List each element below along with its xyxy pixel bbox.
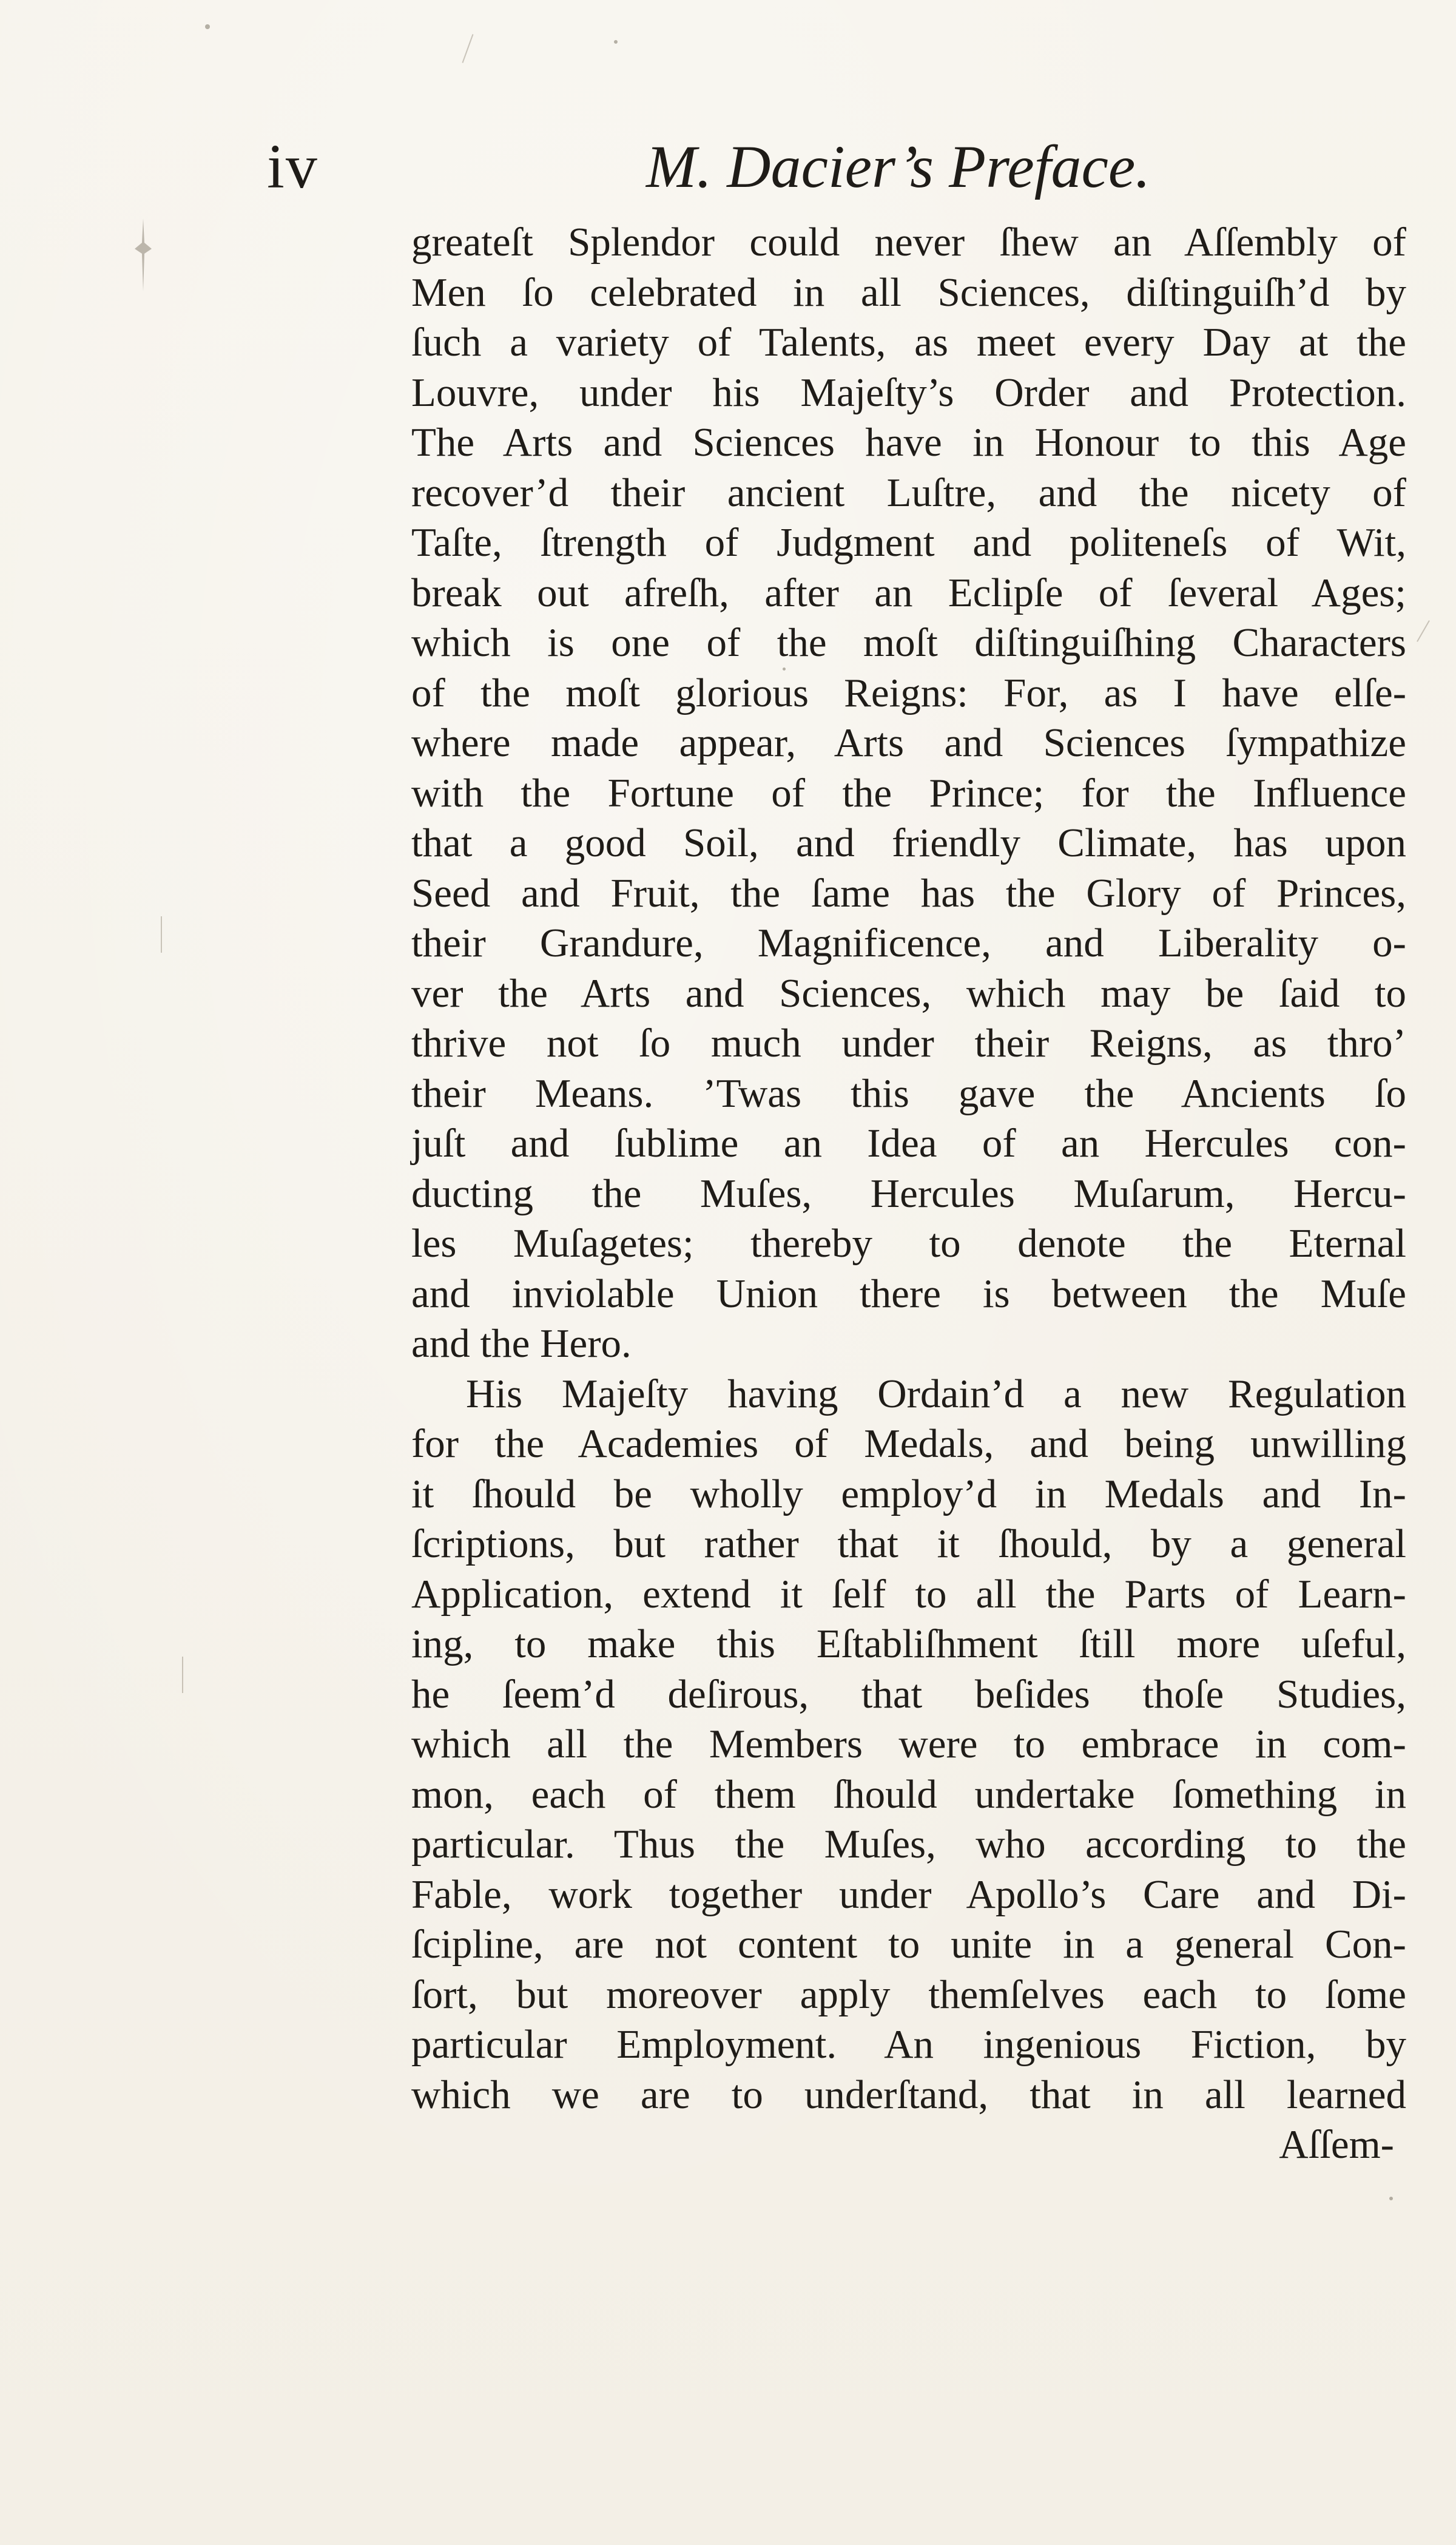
text-line: ducting the Muſes, Hercules Muſarum, Hercu- [411, 1171, 1406, 1216]
text-line: particular. Thus the Muſes, who according to the [411, 1822, 1406, 1867]
margin-mark [182, 1657, 183, 1693]
text-line: thrive not ſo much under their Reigns, as thro’ [411, 1021, 1406, 1066]
text-line: ſuch a variety of Talents, as meet every Day at the [411, 320, 1406, 365]
paper-speck [614, 40, 618, 44]
text-line: His Majeſty having Ordain’d a new Regulation [466, 1371, 1406, 1416]
text-line: ſort, but moreover apply themſelves each to ſome [411, 1972, 1406, 2017]
paper-speck [1389, 2197, 1393, 2200]
page-number: iv [267, 132, 318, 201]
text-line: break out afreſh, after an Eclipſe of ſeveral Ages; [411, 570, 1406, 615]
margin-mark [161, 916, 162, 953]
text-line: Application, extend it ſelf to all the Parts of Learn- [411, 1571, 1406, 1617]
text-line: their Grandure, Magnificence, and Liberality o- [411, 921, 1406, 965]
text-line: Fable, work together under Apollo’s Care and Di- [411, 1871, 1406, 1917]
text-line: Men ſo celebrated in all Sciences, diſtinguiſh’d by [411, 269, 1406, 315]
text-line: ſcriptions, but rather that it ſhould, by a general [411, 1521, 1406, 1566]
text-line: ſcipline, are not content to unite in a general Con- [411, 1922, 1406, 1967]
text-line: ver the Arts and Sciences, which may be ſaid to [411, 970, 1406, 1016]
text-line: and the Hero. [411, 1321, 632, 1366]
paper-speck [205, 24, 210, 29]
text-line: and inviolable Union there is between the Muſe [411, 1271, 1406, 1316]
text-line: for the Academies of Medals, and being unwilling [411, 1421, 1406, 1466]
text-line: The Arts and Sciences have in Honour to this Age [411, 420, 1406, 465]
text-line: where made appear, Arts and Sciences ſympathize [411, 720, 1406, 765]
text-line: juſt and ſublime an Idea of an Hercules con- [411, 1121, 1406, 1166]
text-line: Seed and Fruit, the ſame has the Glory of Princes, [411, 870, 1406, 916]
text-line: Louvre, under his Majeſty’s Order and Protection. [411, 370, 1406, 415]
text-line: which all the Members were to embrace in com- [411, 1722, 1406, 1766]
text-line: that a good Soil, and friendly Climate, has upon [411, 820, 1406, 865]
text-line: les Muſagetes; thereby to denote the Eternal [411, 1221, 1406, 1266]
text-line: with the Fortune of the Prince; for the Influence [411, 770, 1406, 816]
text-line: mon, each of them ſhould undertake ſomething in [411, 1771, 1406, 1817]
margin-ornament [127, 218, 159, 291]
text-line: Taſte, ſtrength of Judgment and politeneſs of Wit, [411, 520, 1406, 565]
text-line: which we are to underſtand, that in all learned [411, 2072, 1406, 2117]
running-head [0, 124, 1456, 209]
body-text [411, 217, 1406, 2170]
running-title-author: M. Dacier’s [646, 133, 934, 200]
text-line: of the moſt glorious Reigns: For, as I have elſe- [411, 670, 1406, 715]
text-line: which is one of the moſt diſtinguiſhing Characters [411, 620, 1406, 665]
margin-mark [462, 34, 474, 63]
text-line: it ſhould be wholly employ’d in Medals and In- [411, 1471, 1406, 1516]
text-line: ing, to make this Eſtabliſhment ſtill more uſeful, [411, 1621, 1406, 1666]
running-title [646, 124, 1150, 209]
margin-mark [1417, 620, 1430, 642]
text-line: recover’d their ancient Luſtre, and the nicety of [411, 470, 1406, 515]
text-line: greateſt Splendor could never ſhew an Aſſembly of [411, 220, 1406, 265]
text-line: he ſeem’d deſirous, that beſides thoſe Studies, [411, 1671, 1406, 1717]
text-line: particular Employment. An ingenious Fiction, by [411, 2022, 1406, 2067]
text-line: their Means. ’Twas this gave the Ancients ſo [411, 1070, 1406, 1116]
catchword: Aſſem- [1279, 2122, 1394, 2167]
running-title-rest: Preface. [949, 133, 1151, 200]
